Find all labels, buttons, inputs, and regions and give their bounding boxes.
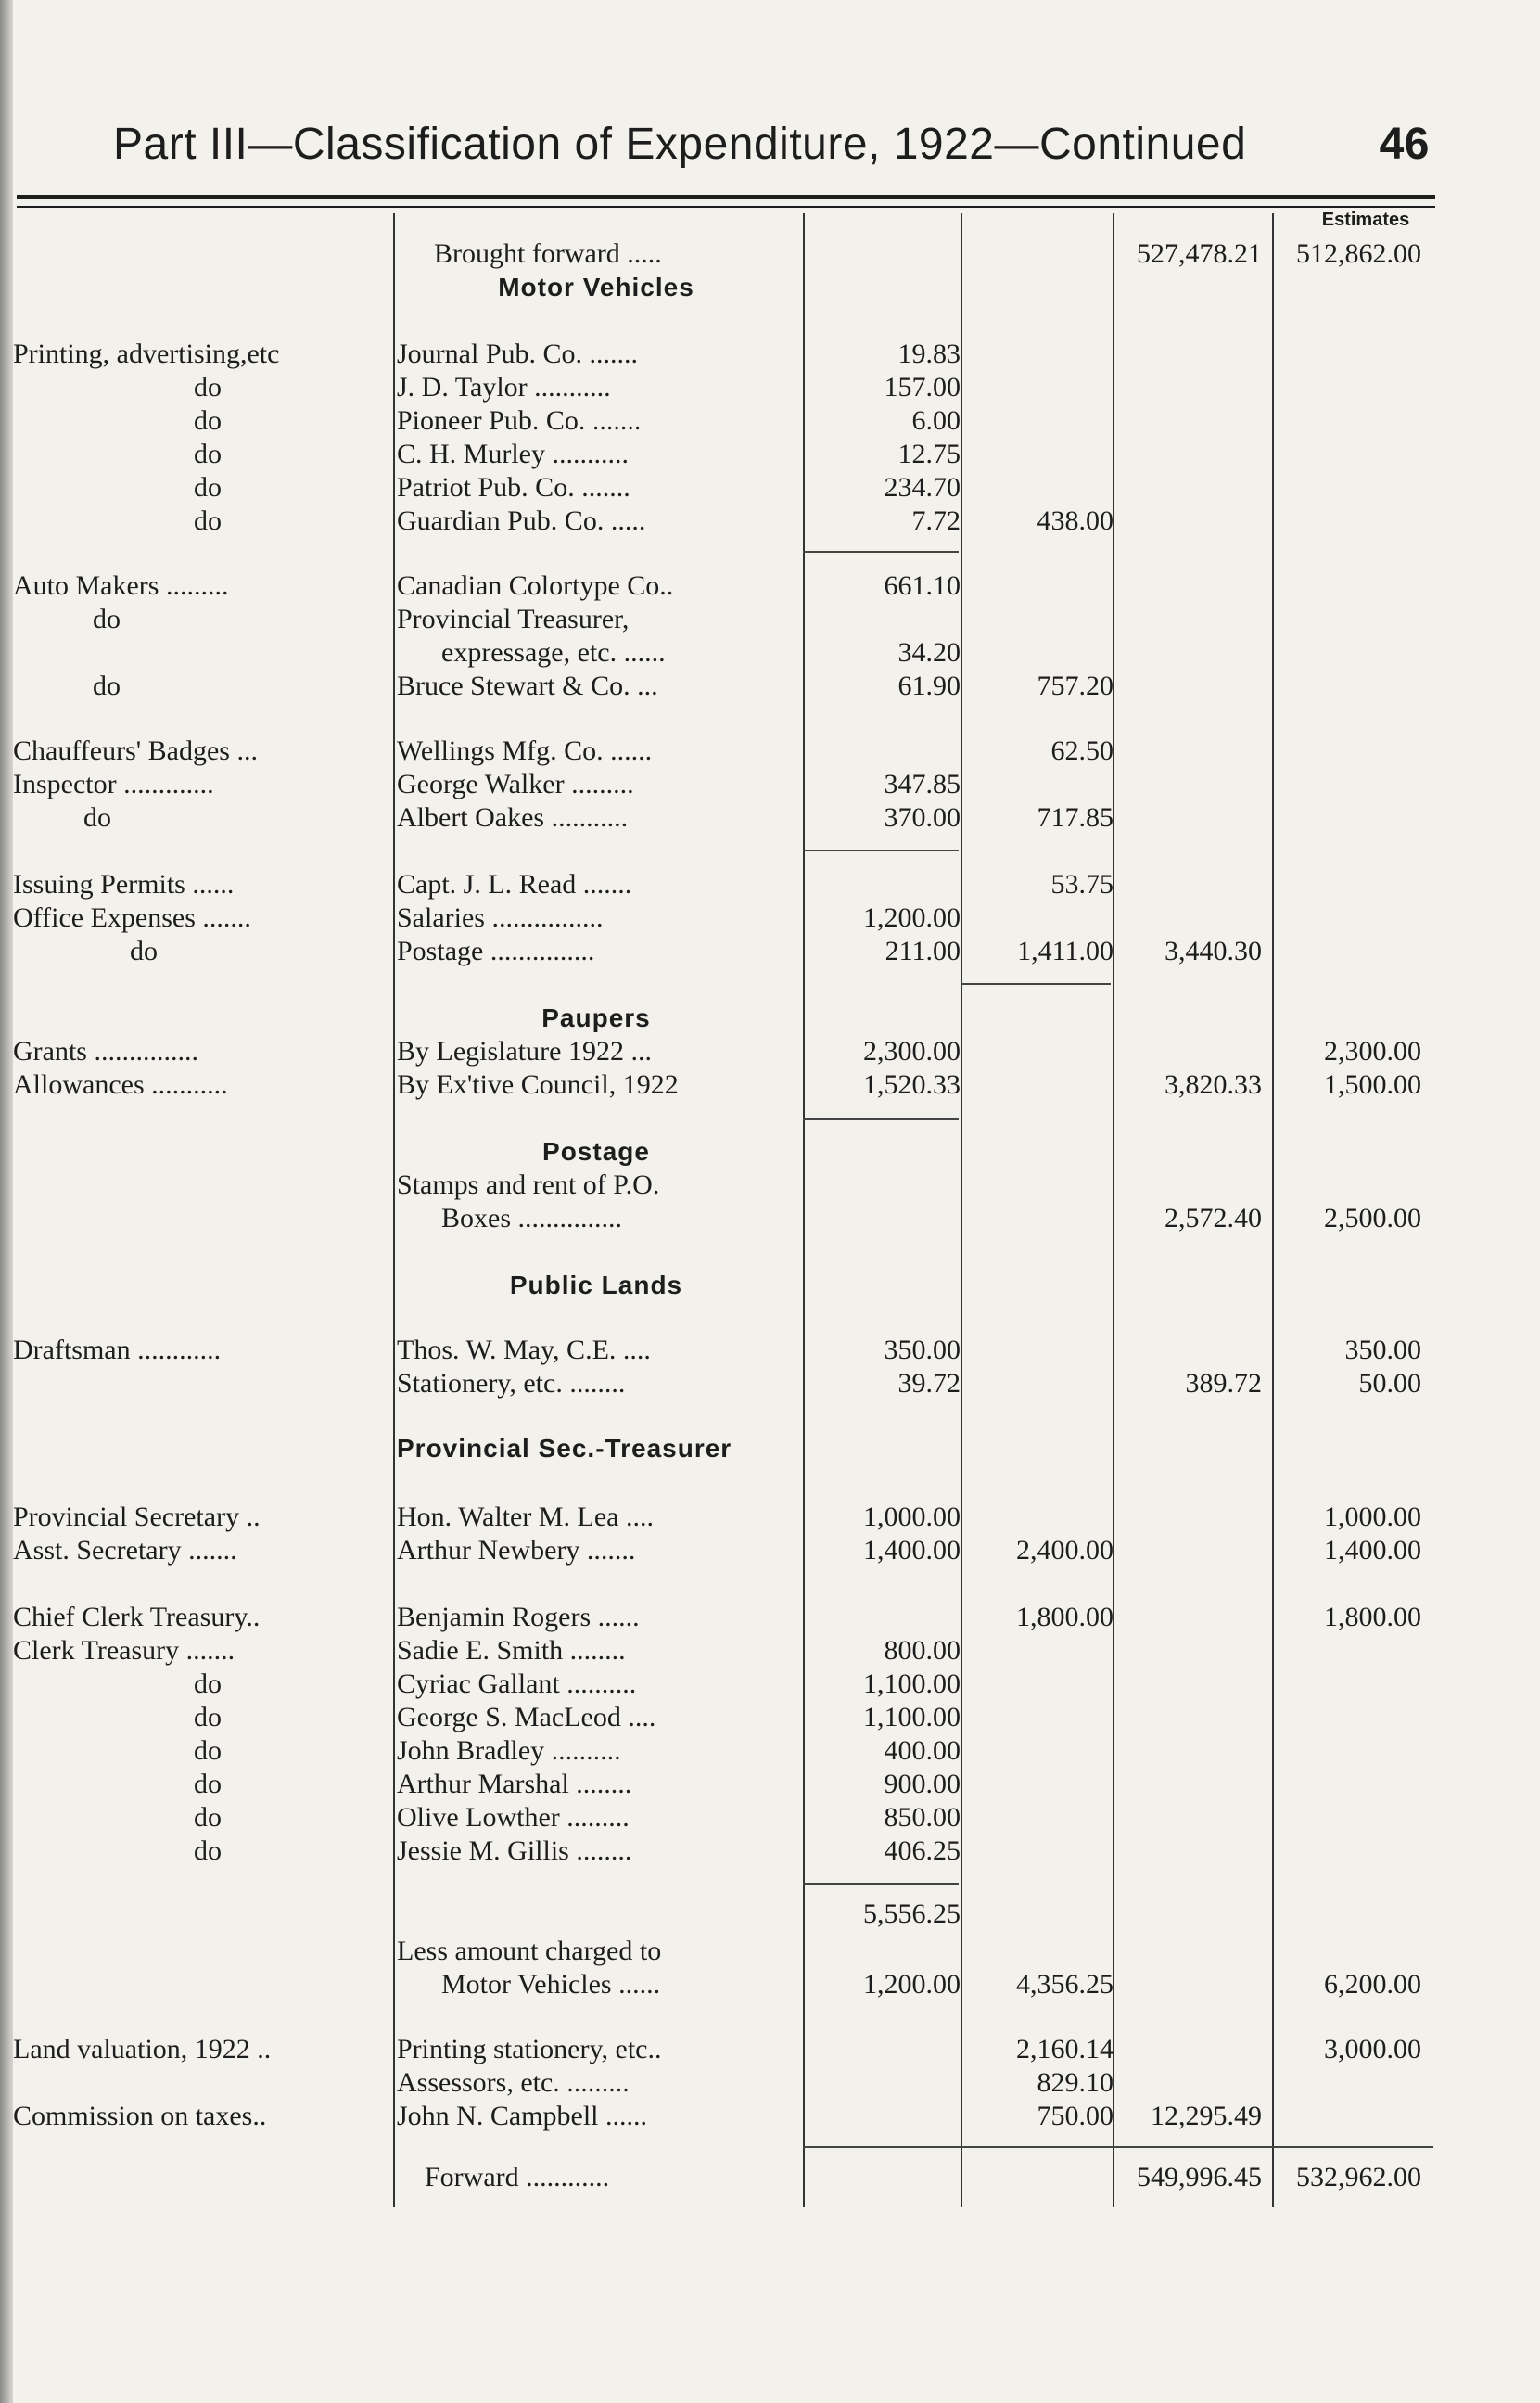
row-classification: do — [194, 472, 222, 503]
row-total: 3,440.30 — [1165, 936, 1262, 966]
table-row — [0, 901, 1540, 935]
row-classification: Clerk Treasury ....... — [13, 1635, 235, 1666]
row-classification: Chauffeurs' Badges ... — [13, 735, 258, 766]
row-estimate: 350.00 — [1344, 1335, 1421, 1365]
row-amount: 1,100.00 — [863, 1702, 961, 1732]
row-amount: 19.83 — [897, 339, 961, 369]
row-amount: 1,200.00 — [863, 902, 961, 933]
page-title: Part III—Classification of Expenditure, 1922—Continued — [113, 120, 1247, 169]
forward-estimate: 532,962.00 — [1296, 2162, 1421, 2192]
table-row — [0, 471, 1540, 505]
row-amount: 234.70 — [884, 472, 961, 503]
row-subtotal: 2,160.14 — [1016, 2034, 1114, 2064]
row-subtotal: 750.00 — [1037, 2101, 1114, 2131]
table-row — [0, 2066, 1540, 2100]
table-row — [0, 1601, 1540, 1634]
row-estimate: 50.00 — [1358, 1368, 1421, 1399]
row-classification: do — [194, 1802, 222, 1833]
row-classification: do — [194, 405, 222, 436]
header-rule-thin — [17, 206, 1435, 208]
row-payee: Cyriac Gallant .......... — [397, 1668, 637, 1699]
row-payee: Albert Oakes ........... — [397, 802, 629, 833]
row-subtotal: 4,356.25 — [1016, 1969, 1114, 2000]
table-row — [0, 935, 1540, 968]
row-payee: Assessors, etc. ......... — [397, 2067, 630, 2098]
row-classification: Printing, advertising,etc — [13, 339, 280, 369]
section-heading-paupers: Paupers — [541, 1003, 651, 1032]
row-estimate: 1,800.00 — [1324, 1602, 1421, 1632]
row-payee: Sadie E. Smith ........ — [397, 1635, 626, 1666]
table-row — [0, 1834, 1540, 1868]
row-classification: Commission on taxes.. — [13, 2101, 267, 2131]
subtotal-rule — [803, 1883, 959, 1885]
table-row — [0, 505, 1540, 538]
row-payee: Guardian Pub. Co. ..... — [397, 505, 646, 536]
row-payee: By Legislature 1922 ... — [397, 1036, 652, 1067]
row-amount: 900.00 — [884, 1769, 961, 1799]
table-row — [0, 1367, 1540, 1400]
row-subtotal: 1,800.00 — [1016, 1602, 1114, 1632]
row-estimate: 1,000.00 — [1324, 1502, 1421, 1532]
section-heading-provincial-sec-treasurer: Provincial Sec.-Treasurer — [397, 1434, 732, 1463]
row-subtotal: 53.75 — [1050, 869, 1114, 900]
row-classification: do — [194, 1835, 222, 1866]
row-amount: 12.75 — [897, 439, 961, 469]
section-heading-public-lands: Public Lands — [509, 1271, 683, 1299]
total-rule — [961, 983, 1111, 985]
row-amount: 1,000.00 — [863, 1502, 961, 1532]
header-rule — [17, 195, 1435, 199]
row-payee: Stamps and rent of P.O. — [397, 1170, 660, 1200]
row-payee: Thos. W. May, C.E. .... — [397, 1335, 651, 1365]
row-amount: 370.00 — [884, 802, 961, 833]
row-payee: Postage ............... — [397, 936, 595, 966]
row-classification: Office Expenses ....... — [13, 902, 251, 933]
row-classification: Provincial Secretary .. — [13, 1502, 261, 1532]
row-payee: Journal Pub. Co. ....... — [397, 339, 639, 369]
row-payee: Printing stationery, etc.. — [397, 2034, 662, 2064]
forward-rule — [803, 2146, 1433, 2148]
table-row — [0, 670, 1540, 703]
section-heading-postage: Postage — [542, 1137, 650, 1166]
table-row — [0, 1968, 1540, 2001]
row-classification: Allowances ........... — [13, 1069, 228, 1100]
row-classification: Issuing Permits ...... — [13, 869, 235, 900]
table-row — [0, 569, 1540, 603]
row-estimate: 2,300.00 — [1324, 1036, 1421, 1067]
row-subtotal: 2,400.00 — [1016, 1535, 1114, 1566]
brought-forward-label: Brought forward ..... — [434, 238, 662, 269]
row-payee: By Ex'tive Council, 1922 — [397, 1069, 679, 1100]
row-amount: 347.85 — [884, 769, 961, 799]
row-total: 2,572.40 — [1165, 1203, 1262, 1233]
row-amount: 61.90 — [897, 671, 961, 701]
table-row — [0, 1534, 1540, 1567]
table-row — [0, 2033, 1540, 2066]
row-payee: J. D. Taylor ........... — [397, 372, 611, 403]
row-amount: 157.00 — [884, 372, 961, 403]
estimates-column-header: Estimates — [1321, 210, 1410, 230]
row-subtotal: 1,411.00 — [1017, 936, 1114, 966]
row-classification: do — [130, 936, 158, 966]
row-amount: 850.00 — [884, 1802, 961, 1833]
row-estimate: 3,000.00 — [1324, 2034, 1421, 2064]
row-classification: do — [194, 372, 222, 403]
row-payee: Salaries ................ — [397, 902, 604, 933]
row-payee: Provincial Treasurer, — [397, 604, 630, 634]
table-row — [0, 1701, 1540, 1734]
row-classification: do — [194, 1769, 222, 1799]
table-row — [0, 1734, 1540, 1768]
row-total: 12,295.49 — [1151, 2101, 1262, 2131]
table-row — [0, 1668, 1540, 1701]
table-row — [0, 1169, 1540, 1202]
row-payee: Olive Lowther ......... — [397, 1802, 630, 1833]
row-classification: do — [194, 1735, 222, 1766]
row-payee: Less amount charged to — [397, 1936, 662, 1966]
forward-total: 549,996.45 — [1137, 2162, 1262, 2192]
row-estimate: 6,200.00 — [1324, 1969, 1421, 2000]
table-row — [0, 2100, 1540, 2133]
table-row — [0, 1898, 1540, 1931]
row-estimate: 1,500.00 — [1324, 1069, 1421, 1100]
row-classification: do — [194, 1668, 222, 1699]
row-payee: Wellings Mfg. Co. ...... — [397, 735, 653, 766]
row-payee: Stationery, etc. ........ — [397, 1368, 626, 1399]
row-amount: 6.00 — [911, 405, 961, 436]
row-classification: Draftsman ............ — [13, 1335, 222, 1365]
row-payee: Arthur Marshal ........ — [397, 1769, 632, 1799]
row-estimate: 2,500.00 — [1324, 1203, 1421, 1233]
row-classification: Chief Clerk Treasury.. — [13, 1602, 261, 1632]
row-payee: Patriot Pub. Co. ....... — [397, 472, 630, 503]
table-row — [0, 1634, 1540, 1668]
brought-forward-estimate: 512,862.00 — [1296, 238, 1421, 269]
row-amount: 2,300.00 — [863, 1036, 961, 1067]
row-subtotal: 438.00 — [1037, 505, 1114, 536]
row-subtotal: 717.85 — [1037, 802, 1114, 833]
row-payee: Benjamin Rogers ...... — [397, 1602, 640, 1632]
row-payee: C. H. Murley ........... — [397, 439, 629, 469]
page-number: 46 — [1379, 120, 1430, 169]
row-classification: Auto Makers ......... — [13, 570, 229, 601]
table-row — [0, 1501, 1540, 1534]
table-row — [0, 1035, 1540, 1068]
row-classification: Grants ............... — [13, 1036, 198, 1067]
row-total: 3,820.33 — [1165, 1069, 1262, 1100]
row-payee: Arthur Newbery ....... — [397, 1535, 636, 1566]
row-amount: 661.10 — [884, 570, 961, 601]
row-payee: John Bradley .......... — [397, 1735, 621, 1766]
row-payee: George S. MacLeod .... — [397, 1702, 656, 1732]
row-subtotal: 829.10 — [1037, 2067, 1114, 2098]
row-amount: 39.72 — [897, 1368, 961, 1399]
row-subtotal: 62.50 — [1050, 735, 1114, 766]
table-row — [0, 338, 1540, 371]
table-row — [0, 1768, 1540, 1801]
row-payee: Bruce Stewart & Co. ... — [397, 671, 658, 701]
row-amount: 1,200.00 — [863, 1969, 961, 2000]
row-payee: Motor Vehicles ...... — [441, 1969, 661, 2000]
row-subtotal: 757.20 — [1037, 671, 1114, 701]
row-payee: Pioneer Pub. Co. ....... — [397, 405, 642, 436]
table-row — [0, 868, 1540, 901]
table-row — [0, 636, 1540, 670]
row-amount: 1,400.00 — [863, 1535, 961, 1566]
row-amount: 350.00 — [884, 1335, 961, 1365]
row-classification: do — [194, 439, 222, 469]
row-amount: 5,556.25 — [863, 1898, 961, 1929]
table-row — [0, 1202, 1540, 1235]
row-classification: Inspector ............. — [13, 769, 214, 799]
row-classification: do — [194, 505, 222, 536]
table-row — [0, 735, 1540, 768]
table-row — [0, 1068, 1540, 1102]
table-row — [0, 438, 1540, 471]
subtotal-rule — [803, 850, 959, 851]
row-classification: do — [93, 604, 121, 634]
row-payee: Canadian Colortype Co.. — [397, 570, 674, 601]
row-estimate: 1,400.00 — [1324, 1535, 1421, 1566]
table-row — [0, 603, 1540, 636]
row-classification: Asst. Secretary ....... — [13, 1535, 237, 1566]
row-classification: do — [194, 1702, 222, 1732]
row-amount: 1,520.33 — [863, 1069, 961, 1100]
table-row — [0, 768, 1540, 801]
row-amount: 211.00 — [885, 936, 961, 966]
row-amount: 800.00 — [884, 1635, 961, 1666]
table-row — [0, 1801, 1540, 1834]
brought-forward-row — [0, 237, 1540, 271]
row-payee: Jessie M. Gillis ........ — [397, 1835, 632, 1866]
forward-row — [0, 2161, 1540, 2194]
forward-label: Forward ............ — [425, 2162, 610, 2192]
page-header — [113, 109, 1430, 184]
row-payee: George Walker ......... — [397, 769, 634, 799]
table-row — [0, 404, 1540, 438]
row-total: 389.72 — [1185, 1368, 1262, 1399]
row-payee: John N. Campbell ...... — [397, 2101, 647, 2131]
table-row — [0, 371, 1540, 404]
table-row — [0, 1935, 1540, 1968]
row-payee: Capt. J. L. Read ....... — [397, 869, 632, 900]
brought-forward-total: 527,478.21 — [1137, 238, 1262, 269]
row-classification: do — [83, 802, 111, 833]
row-amount: 406.25 — [884, 1835, 961, 1866]
row-payee: Hon. Walter M. Lea .... — [397, 1502, 654, 1532]
table-row — [0, 801, 1540, 835]
row-classification: Land valuation, 1922 .. — [13, 2034, 272, 2064]
row-amount: 7.72 — [911, 505, 961, 536]
row-amount: 34.20 — [897, 637, 961, 668]
row-classification: do — [93, 671, 121, 701]
row-payee: Boxes ............... — [441, 1203, 622, 1233]
table-row — [0, 1334, 1540, 1367]
row-amount: 400.00 — [884, 1735, 961, 1766]
section-heading-motor-vehicles: Motor Vehicles — [498, 273, 694, 301]
subtotal-rule — [803, 551, 959, 553]
subtotal-rule — [803, 1118, 959, 1120]
row-payee: expressage, etc. ...... — [441, 637, 666, 668]
row-amount: 1,100.00 — [863, 1668, 961, 1699]
